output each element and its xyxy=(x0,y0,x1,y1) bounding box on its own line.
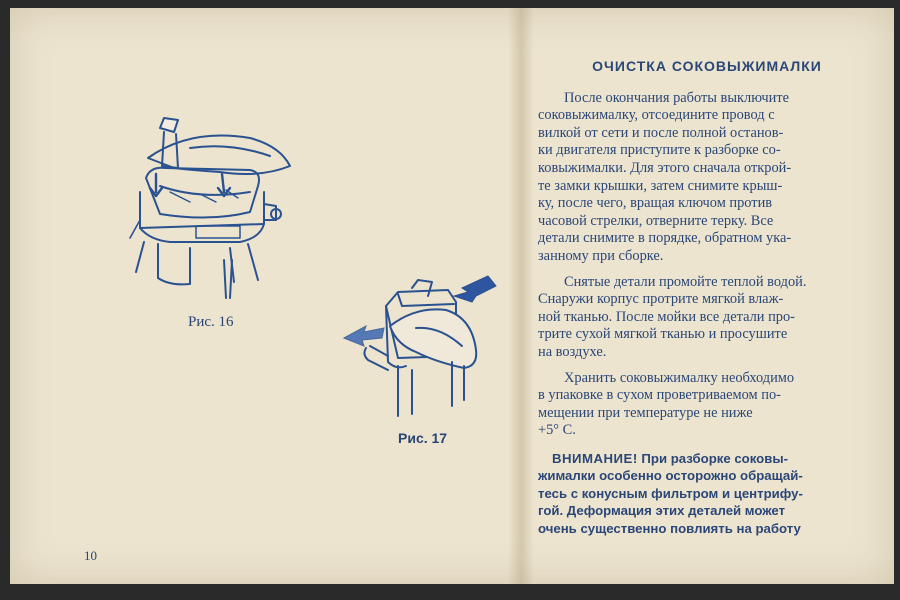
figure-16-juicer-illustration xyxy=(130,108,310,308)
warning-label: ВНИМАНИЕ! xyxy=(552,450,638,466)
warning-paragraph xyxy=(538,450,864,537)
text-line: Снаружи корпус протрите мягкой влаж- xyxy=(538,291,784,308)
text-line: соковыжималку, отсоедините провод с xyxy=(538,107,775,124)
page-number: 10 xyxy=(84,548,97,563)
text-line: ковыжималки. Для этого сначала открой- xyxy=(538,159,792,176)
text-line: гой. Деформация этих деталей может xyxy=(538,503,786,519)
text-line: в упаковке в сухом проветриваемом по- xyxy=(538,387,781,404)
figure-17-juicer-illustration xyxy=(336,266,516,426)
text-line: ной тканью. После мойки все детали про- xyxy=(538,308,795,325)
booklet-spread xyxy=(10,8,894,584)
cleaning-instructions-column xyxy=(538,58,864,537)
text-line: жималки особенно осторожно обращай- xyxy=(538,468,803,484)
text-line: очень существенно повлиять на работу xyxy=(538,520,801,536)
text-line: ки двигателя приступите к разборке со- xyxy=(538,142,781,159)
text-line: +5° С. xyxy=(538,422,576,439)
text-line: При разборке соковы- xyxy=(641,450,788,466)
text-line: часовой стрелки, отверните терку. Все xyxy=(538,212,774,229)
text-line: тесь с конусным фильтром и центрифу- xyxy=(538,485,803,501)
figure-17-caption: Рис. 17 xyxy=(398,430,448,446)
text-line: вилкой от сети и после полной останов- xyxy=(538,124,784,141)
figure-16-caption: Рис. 16 xyxy=(188,314,234,330)
juicer-disassembly-drawing xyxy=(336,266,516,426)
paragraph-storage xyxy=(538,370,864,440)
text-line: Снятые детали промойте теплой водой. xyxy=(564,273,807,290)
text-line: на воздухе. xyxy=(538,343,607,360)
text-line: трите сухой мягкой тканью и просушите xyxy=(538,326,788,343)
text-line: После окончания работы выключите xyxy=(564,89,790,106)
text-line: те замки крышки, затем снимите крыш- xyxy=(538,177,783,194)
text-line: занному при сборке. xyxy=(538,247,664,264)
text-line: мещении при температуре не ниже xyxy=(538,404,753,421)
text-line: ку, после чего, вращая ключом против xyxy=(538,195,773,212)
text-line: детали снимите в порядке, обратном ука- xyxy=(538,230,792,247)
juicer-top-view-drawing xyxy=(130,108,310,308)
section-title: ОЧИСТКА СОКОВЫЖИМАЛКИ xyxy=(592,58,822,74)
text-line: Хранить соковыжималку необходимо xyxy=(564,369,795,386)
paragraph-disassembly xyxy=(538,90,864,266)
paragraph-washing xyxy=(538,274,864,362)
